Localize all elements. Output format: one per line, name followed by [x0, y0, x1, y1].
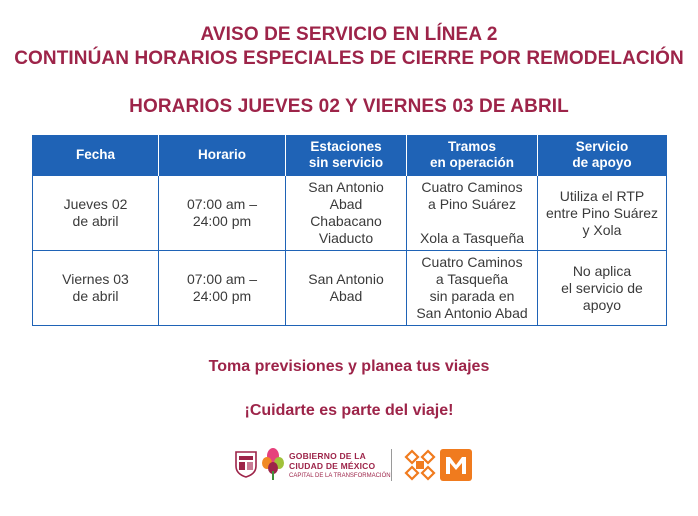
header-fecha: Fecha [33, 135, 159, 176]
government-name: GOBIERNO DE LA CIUDAD DE MÉXICO CAPITAL DE LA TRANSFORMACIÓN [289, 451, 391, 479]
cell-fecha: Jueves 02 de abril [33, 176, 159, 251]
header-tramos: Tramos en operación [407, 135, 538, 176]
cell-horario: 07:00 am – 24:00 pm [159, 176, 286, 251]
metro-pattern-logo [404, 449, 436, 481]
schedule-subtitle: HORARIOS JUEVES 02 Y VIERNES 03 DE ABRIL [129, 96, 569, 117]
metro-m-logo [440, 449, 472, 481]
header-horario: Horario [159, 135, 286, 176]
cell-tramos: Cuatro Caminos a Pino Suárez Xola a Tasqueña [407, 176, 538, 251]
footer-advice: Toma previsiones y planea tus viajes [208, 358, 490, 375]
table-row [33, 176, 667, 251]
metro-m-icon [440, 449, 472, 481]
cell-fecha: Viernes 03 de abril [33, 251, 159, 326]
title-line-1: AVISO DE SERVICIO EN LÍNEA 2 [200, 24, 498, 45]
cdmx-flower-icon [261, 447, 285, 481]
header-servicio: Servicio de apoyo [538, 135, 667, 176]
cell-estaciones: San Antonio Abad Chabacano Viaducto [286, 176, 407, 251]
header-estaciones: Estaciones sin servicio [286, 135, 407, 176]
table-header-row [33, 135, 667, 176]
cdmx-shield-icon [234, 450, 258, 478]
logo-divider [391, 449, 392, 481]
cell-horario: 07:00 am – 24:00 pm [159, 251, 286, 326]
logo-strip [234, 447, 474, 483]
table-row [33, 251, 667, 326]
cell-servicio: Utiliza el RTP entre Pino Suárez y Xola [538, 176, 667, 251]
title-line-2: CONTINÚAN HORARIOS ESPECIALES DE CIERRE POR REMODELACIÓN [14, 48, 684, 69]
cell-estaciones: San Antonio Abad [286, 251, 407, 326]
cell-tramos: Cuatro Caminos a Tasqueña sin parada en San Antonio Abad [407, 251, 538, 326]
cell-servicio: No aplica el servicio de apoyo [538, 251, 667, 326]
schedule-table [32, 135, 667, 326]
footer-slogan: ¡Cuidarte es parte del viaje! [244, 402, 454, 419]
